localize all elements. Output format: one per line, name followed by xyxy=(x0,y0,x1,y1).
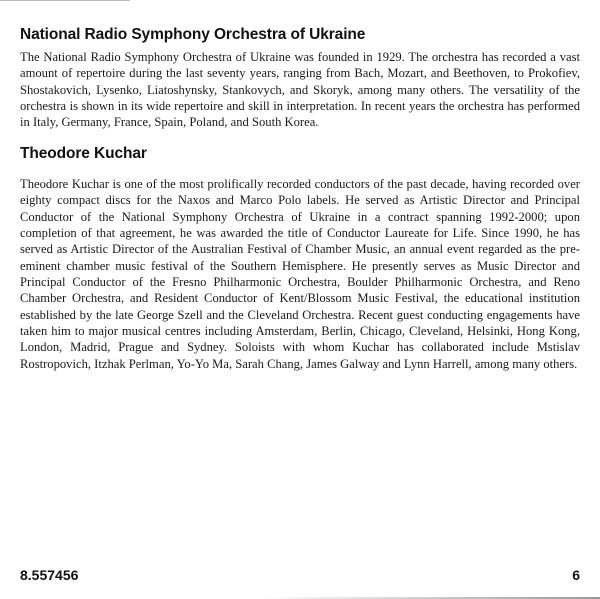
section-body-conductor: Theodore Kuchar is one of the most prolifically recorded conductors of the past decade, having recorded over eighty compact discs for the Naxos and Marco Polo labels. He served as Artistic Director and Principal Conductor of the National Symphony Orchestra of Ukraine in a contract spanning 1992-2000; upon completion of that agreement, he was awarded the title of Conductor Laureate for Life. Since 1990, he has served as Artistic Director of the Australian Festival of Chamber Music, an annual event regarded as the pre-eminent chamber music festival of the Southern Hemisphere. He presently serves as Music Director and Principal Conductor of the Fresno Philharmonic Orchestra, Boulder Philharmonic Orchestra, and Reno Chamber Orchestra, and Resident Conductor of Kent/Blossom Music Festival, the educational institution established by the late George Szell and the Cleveland Orchestra. Recent guest conducting engagements have taken him to major musical centres including Amsterdam, Berlin, Chicago, Cleveland, Helsinki, Hong Kong, London, Madrid, Prague and Sydney. Soloists with whom Kuchar has collaborated include Mstislav Rostropovich, Itzhak Perlman, Yo-Yo Ma, Sarah Chang, James Galway and Lynn Harrell, among many others. xyxy=(20,177,580,371)
scan-edge-top xyxy=(0,0,130,1)
section-body-orchestra: The National Radio Symphony Orchestra of Ukraine was founded in 1929. The orchestra has recorded a vast amount of repertoire during the last seventy years, ranging from Bach, Mozart, and Beethoven, to Prokofiev, Shostakovich, Lysenko, Liatoshynsky, Stankovych, and Skoryk, among many others. The versatility of the orchestra is shown in its wide repertoire and skill in interpretation. In recent years the orchestra has performed in Italy, Germany, France, Spain, Poland, and South Korea. xyxy=(20,50,580,130)
page-number: 6 xyxy=(572,567,580,583)
section-heading-conductor: Theodore Kuchar xyxy=(20,145,147,162)
section-heading-orchestra: National Radio Symphony Orchestra of Ukraine xyxy=(20,26,366,43)
catalogue-number: 8.557456 xyxy=(20,567,79,583)
